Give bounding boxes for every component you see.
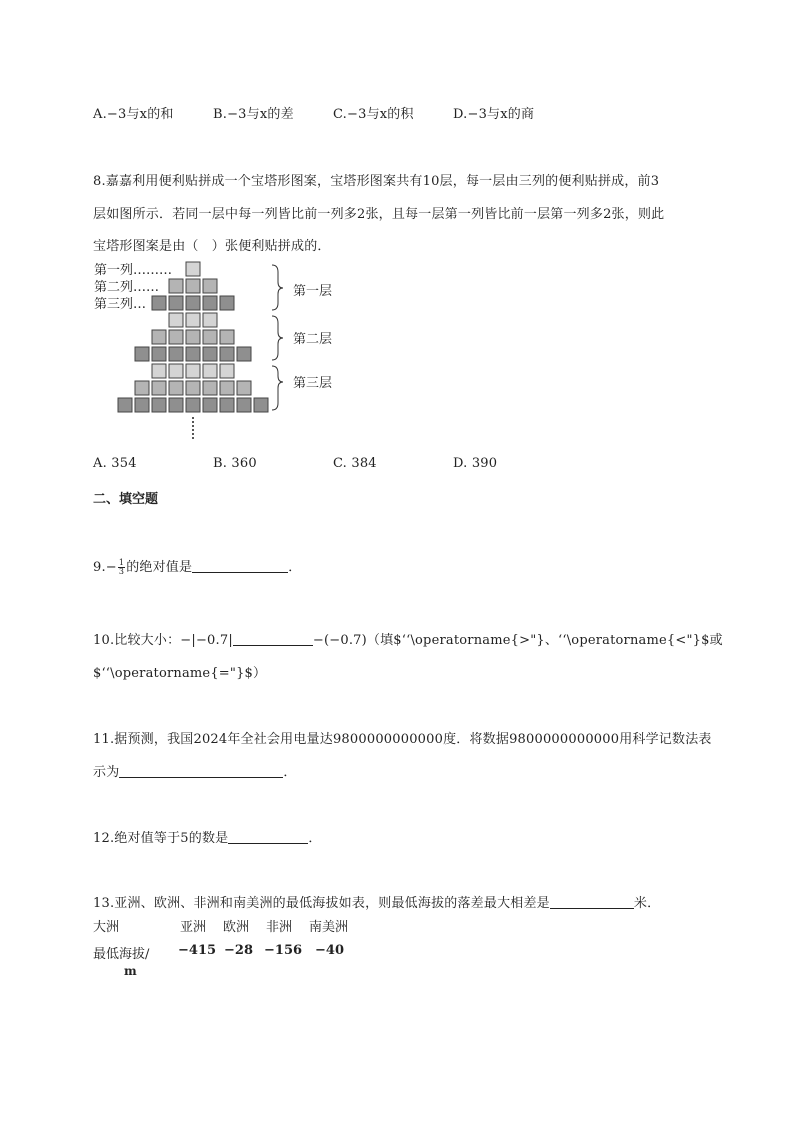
sticky-note-tile — [152, 381, 166, 395]
q10-suffix: −(−0.7)（填$‘‘\operatorname{>"}、‘‘\operatorname{<"}$或 — [312, 633, 723, 648]
sticky-note-tile — [169, 279, 183, 293]
sticky-note-tile — [135, 398, 149, 412]
sticky-note-tile — [186, 279, 200, 293]
pagoda-figure — [90, 258, 360, 444]
sticky-note-tile — [203, 279, 217, 293]
sticky-note-tile — [220, 398, 234, 412]
q11-answer-blank[interactable] — [119, 763, 283, 778]
table-value-south-america: −40 — [315, 943, 344, 958]
q7-option-c[interactable]: C.−3与x的积 — [333, 107, 414, 122]
table-value-asia: −415 — [178, 943, 217, 958]
q8-option-a[interactable]: A. 354 — [93, 456, 137, 471]
sticky-note-tile — [152, 296, 166, 310]
table-row-label: 最低海拔/ — [93, 947, 150, 962]
table-header-label: 大洲 — [93, 920, 120, 935]
q9-suffix: 的绝对值是 — [126, 560, 193, 575]
q9-line: 9.− $\frac{1}{3}$ 的绝对值是 ． — [93, 558, 302, 576]
table-header-asia: 亚洲 — [180, 920, 207, 935]
q7-option-d[interactable]: D.−3与x的商 — [453, 107, 535, 122]
layer-brackets — [272, 265, 283, 410]
table-row-unit: m — [124, 964, 137, 978]
section-title: 二、填空题 — [93, 492, 159, 507]
sticky-note-tile — [186, 262, 200, 276]
table-header-europe: 欧洲 — [223, 920, 250, 935]
table-value-africa: −156 — [264, 943, 303, 958]
q8-option-c[interactable]: C. 384 — [333, 456, 377, 471]
sticky-note-tile — [186, 347, 200, 361]
layer-label-1: 第一层 — [293, 284, 333, 299]
sticky-note-tile — [118, 398, 132, 412]
sticky-note-tile — [169, 330, 183, 344]
sticky-note-tile — [203, 296, 217, 310]
layer-2-brace — [272, 316, 283, 360]
layer-1-brace — [272, 265, 283, 310]
sticky-note-tile — [135, 347, 149, 361]
sticky-note-tile — [237, 381, 251, 395]
q12-line: 12.绝对值等于5的数是 ． — [93, 831, 322, 846]
q11-line-1: 11.据预测，我国2024年全社会用电量达9800000000000度．将数据9800000000000用科学记数法表 — [93, 732, 712, 747]
q13-line: 13.亚洲、欧洲、非洲和南美洲的最低海拔如表，则最低海拔的落差最大相差是 米． — [93, 896, 661, 911]
sticky-note-tile — [169, 364, 183, 378]
q8-option-d[interactable]: D. 390 — [453, 456, 498, 471]
q7-option-b[interactable]: B.−3与x的差 — [213, 107, 294, 122]
sticky-note-tile — [169, 398, 183, 412]
q9-fraction: $\frac{1}{3}$ — [118, 558, 125, 576]
sticky-note-tile — [169, 313, 183, 327]
sticky-note-tile — [237, 347, 251, 361]
sticky-note-tile — [203, 364, 217, 378]
continuation-dots — [192, 417, 194, 439]
q8-line-3: 宝塔形图案是由（ ）张便利贴拼成的． — [93, 239, 331, 254]
q13-answer-blank[interactable] — [550, 894, 634, 909]
sticky-note-tile — [203, 313, 217, 327]
sticky-note-tile — [203, 347, 217, 361]
layer-3-brace — [272, 366, 283, 410]
sticky-note-tile — [237, 398, 251, 412]
sticky-note-tile — [220, 330, 234, 344]
sticky-note-tile — [186, 313, 200, 327]
sticky-note-tile — [203, 398, 217, 412]
sticky-note-tile — [169, 296, 183, 310]
q10-line-2: $‘‘\operatorname{="}$） — [93, 666, 267, 681]
sticky-note-tile — [169, 347, 183, 361]
q9-answer-blank[interactable] — [192, 558, 288, 573]
sticky-note-tile — [186, 330, 200, 344]
layer-label-2: 第二层 — [293, 332, 333, 347]
q10-answer-blank[interactable] — [233, 631, 313, 646]
sticky-note-tile — [152, 330, 166, 344]
q8-line-1: 8.嘉嘉利用便利贴拼成一个宝塔形图案，宝塔形图案共有10层，每一层由三列的便利贴拼成，前3 — [93, 174, 660, 189]
q9-prefix: 9.− — [93, 560, 117, 575]
sticky-note-tile — [186, 296, 200, 310]
sticky-note-tile — [186, 364, 200, 378]
col-label-3: 第三列… — [94, 297, 147, 312]
sticky-note-tile — [169, 381, 183, 395]
q11-line-2: 示为 ． — [93, 765, 297, 780]
q8-option-b[interactable]: B. 360 — [213, 456, 257, 471]
layer-label-3: 第三层 — [293, 376, 333, 391]
table-header-africa: 非洲 — [266, 920, 293, 935]
table-header-south-america: 南美洲 — [309, 920, 349, 935]
sticky-note-tile — [220, 296, 234, 310]
q10-prefix: 10.比较大小：−|−0.7| — [93, 633, 233, 648]
col-label-1: 第一列……… — [94, 263, 173, 278]
sticky-note-tile — [152, 364, 166, 378]
q7-option-a[interactable]: A.−3与x的和 — [93, 107, 174, 122]
sticky-note-tile — [186, 398, 200, 412]
sticky-note-tile — [203, 330, 217, 344]
sticky-note-tile — [152, 347, 166, 361]
sticky-note-tile — [220, 381, 234, 395]
q10-line-1 — [93, 629, 723, 648]
col-label-2: 第二列…… — [94, 280, 160, 295]
sticky-note-tile — [220, 347, 234, 361]
table-value-europe: −28 — [224, 943, 253, 958]
q8-line-2: 层如图所示．若同一层中每一列皆比前一列多2张，且每一层第一列皆比前一层第一列多2张，则此 — [93, 207, 665, 222]
sticky-note-tile — [254, 398, 268, 412]
sticky-note-tile — [203, 381, 217, 395]
sticky-note-tile — [152, 398, 166, 412]
sticky-note-tile — [220, 364, 234, 378]
sticky-note-tile — [135, 381, 149, 395]
sticky-note-tile — [186, 381, 200, 395]
q12-answer-blank[interactable] — [228, 829, 308, 844]
